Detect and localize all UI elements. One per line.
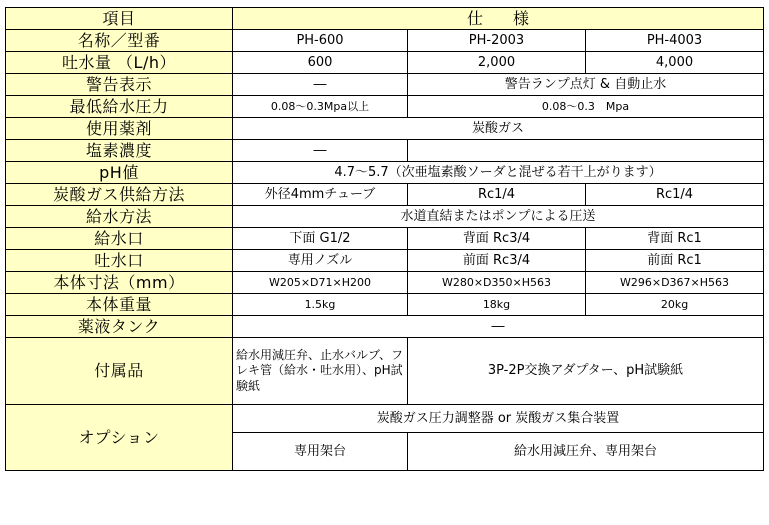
- row-label: 塩素濃度: [6, 140, 233, 162]
- cell-value: 専用ノズル: [233, 250, 408, 272]
- cell-value: 0.08～0.3Mpa以上: [233, 96, 408, 118]
- row-label: 炭酸ガス供給方法: [6, 184, 233, 206]
- table-row: [6, 74, 764, 96]
- cell-value: W296×D367×H563: [586, 272, 764, 294]
- cell-value: 外径4mmチューブ: [233, 184, 408, 206]
- table-row: [6, 338, 764, 405]
- table-row: [6, 405, 764, 433]
- cell-value: PH-2003: [408, 30, 586, 52]
- cell-value: 前面 Rc3/4: [408, 250, 586, 272]
- cell-value: [408, 140, 764, 162]
- cell-value: ―: [233, 140, 408, 162]
- row-label: 警告表示: [6, 74, 233, 96]
- cell-value: 600: [233, 52, 408, 74]
- cell-value: ―: [233, 74, 408, 96]
- table-row: [6, 272, 764, 294]
- cell-value: 前面 Rc1: [586, 250, 764, 272]
- cell-value: W205×D71×H200: [233, 272, 408, 294]
- cell-value: 給水用減圧弁、専用架台: [408, 433, 764, 471]
- table-row: [6, 140, 764, 162]
- cell-value: 1.5kg: [233, 294, 408, 316]
- cell-value: 20kg: [586, 294, 764, 316]
- cell-value: 背面 Rc3/4: [408, 228, 586, 250]
- cell-value: 下面 G1/2: [233, 228, 408, 250]
- cell-value: 水道直結またはポンプによる圧送: [233, 206, 764, 228]
- cell-value: 0.08～0.3 Mpa: [408, 96, 764, 118]
- table-row: [6, 294, 764, 316]
- cell-value: 給水用減圧弁、止水バルブ、フレキ管（給水・吐水用）、pH試験紙: [233, 338, 408, 405]
- row-label: 付属品: [6, 338, 233, 405]
- table-row: [6, 162, 764, 184]
- row-label: 名称／型番: [6, 30, 233, 52]
- row-label: 最低給水圧力: [6, 96, 233, 118]
- table-row: [6, 52, 764, 74]
- spec-table: [5, 7, 764, 471]
- cell-value: 警告ランプ点灯 & 自動止水: [408, 74, 764, 96]
- cell-value: W280×D350×H563: [408, 272, 586, 294]
- cell-value: 炭酸ガス: [233, 118, 764, 140]
- cell-value: PH-600: [233, 30, 408, 52]
- table-row: [6, 118, 764, 140]
- cell-value: 3P-2P交換アダプター、pH試験紙: [408, 338, 764, 405]
- cell-value: 4,000: [586, 52, 764, 74]
- row-label: pH値: [6, 162, 233, 184]
- row-label: 本体寸法（mm）: [6, 272, 233, 294]
- cell-value: Rc1/4: [586, 184, 764, 206]
- table-row: [6, 184, 764, 206]
- cell-value: 背面 Rc1: [586, 228, 764, 250]
- table-row: [6, 250, 764, 272]
- cell-value: 18kg: [408, 294, 586, 316]
- table-row: [6, 316, 764, 338]
- cell-value: PH-4003: [586, 30, 764, 52]
- row-label: 吐水口: [6, 250, 233, 272]
- cell-value: Rc1/4: [408, 184, 586, 206]
- table-row: [6, 206, 764, 228]
- cell-value: 2,000: [408, 52, 586, 74]
- header-row: [6, 8, 764, 30]
- row-label: 使用薬剤: [6, 118, 233, 140]
- row-label: 本体重量: [6, 294, 233, 316]
- row-label: 薬液タンク: [6, 316, 233, 338]
- row-label: 給水方法: [6, 206, 233, 228]
- cell-value: 4.7～5.7（次亜塩素酸ソーダと混ぜる若干上がります）: [233, 162, 764, 184]
- row-label: 給水口: [6, 228, 233, 250]
- row-label: 吐水量 （L/h）: [6, 52, 233, 74]
- item-header: 項目: [6, 8, 233, 30]
- row-label: オプション: [6, 405, 233, 471]
- table-row: [6, 228, 764, 250]
- spec-header: 仕様: [233, 8, 764, 30]
- table-row: [6, 96, 764, 118]
- cell-value: ―: [233, 316, 764, 338]
- table-row: [6, 30, 764, 52]
- cell-value: 専用架台: [233, 433, 408, 471]
- cell-value: 炭酸ガス圧力調整器 or 炭酸ガス集合装置: [233, 405, 764, 433]
